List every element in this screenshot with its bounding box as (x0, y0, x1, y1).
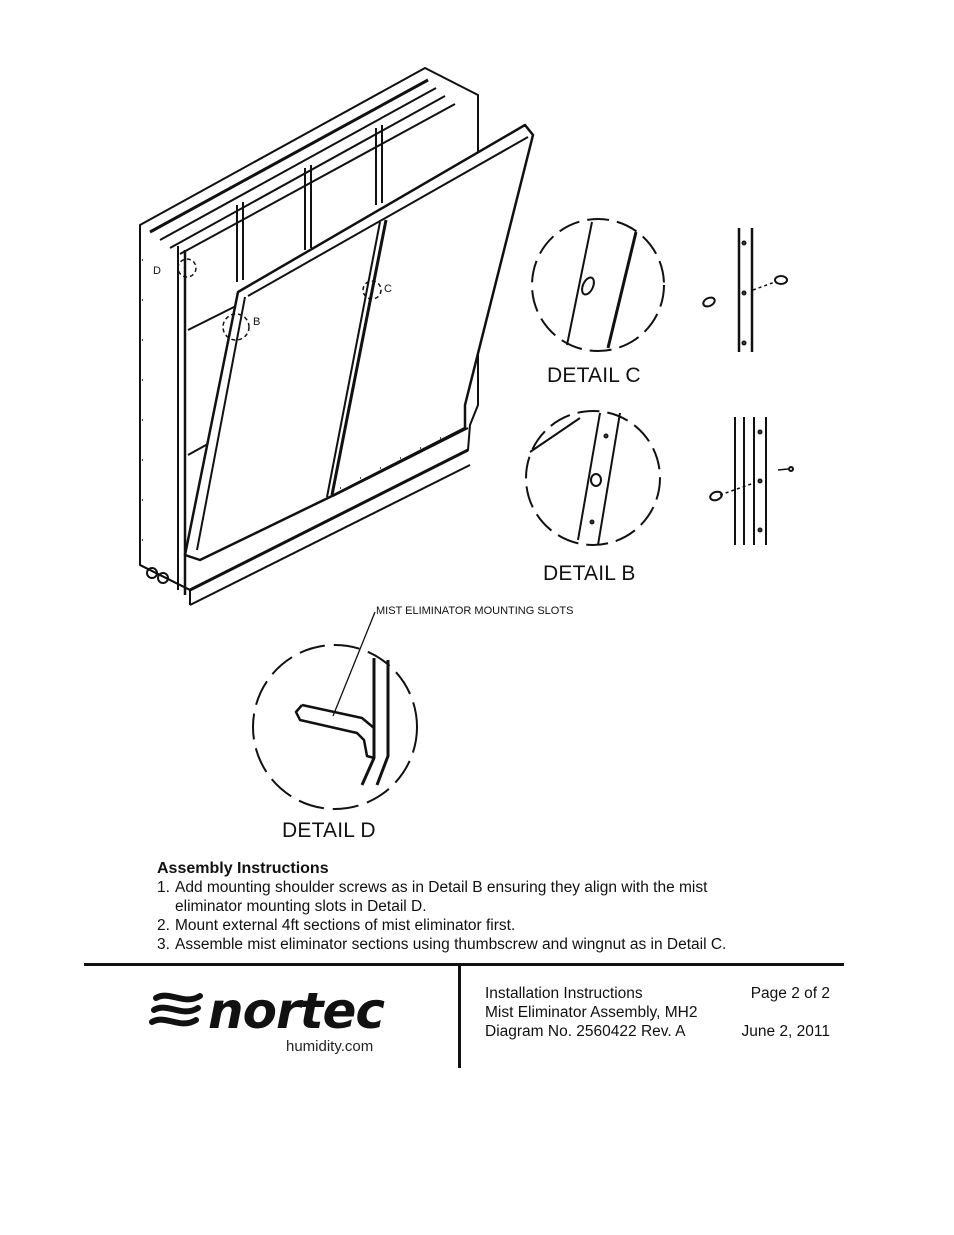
list-item: 3. Assemble mist eliminator sections using thumbscrew and wingnut as in Detail C. (157, 936, 727, 953)
doc-date: June 2, 2011 (741, 1023, 830, 1040)
instructions-list (157, 878, 837, 954)
logo-wordmark: nortec (208, 982, 385, 1040)
detail-d-drawing (253, 612, 417, 809)
nortec-logo (148, 980, 398, 1060)
detail-c-drawing (532, 219, 787, 352)
logo-website: humidity.com (286, 1038, 374, 1055)
list-item: 1. Add mounting shoulder screws as in Detail B ensuring they align with the mist eliminator mounting slots in Detail D. (157, 879, 708, 915)
footer-divider (84, 963, 844, 966)
list-item: 2. Mount external 4ft sections of mist eliminator first. (157, 917, 516, 934)
callout-c-label: C (384, 283, 392, 295)
detail-b-drawing (526, 411, 793, 545)
instructions-heading: Assembly Instructions (157, 860, 329, 877)
assembly-instructions (157, 859, 837, 954)
doc-type: Installation Instructions (485, 985, 643, 1002)
diagram-number: Diagram No. 2560422 Rev. A (485, 1023, 686, 1040)
callout-b-label: B (253, 316, 261, 328)
callout-d-label: D (153, 265, 161, 277)
footer-vertical-divider (458, 966, 461, 1068)
page-number: Page 2 of 2 (750, 985, 830, 1002)
mounting-slots-callout: MIST ELIMINATOR MOUNTING SLOTS (376, 605, 574, 617)
doc-title: Mist Eliminator Assembly, MH2 (485, 1004, 698, 1021)
detail-d-title: DETAIL D (282, 819, 376, 842)
detail-b-title: DETAIL B (543, 562, 636, 585)
detail-c-title: DETAIL C (547, 364, 641, 387)
title-block (485, 984, 830, 1041)
